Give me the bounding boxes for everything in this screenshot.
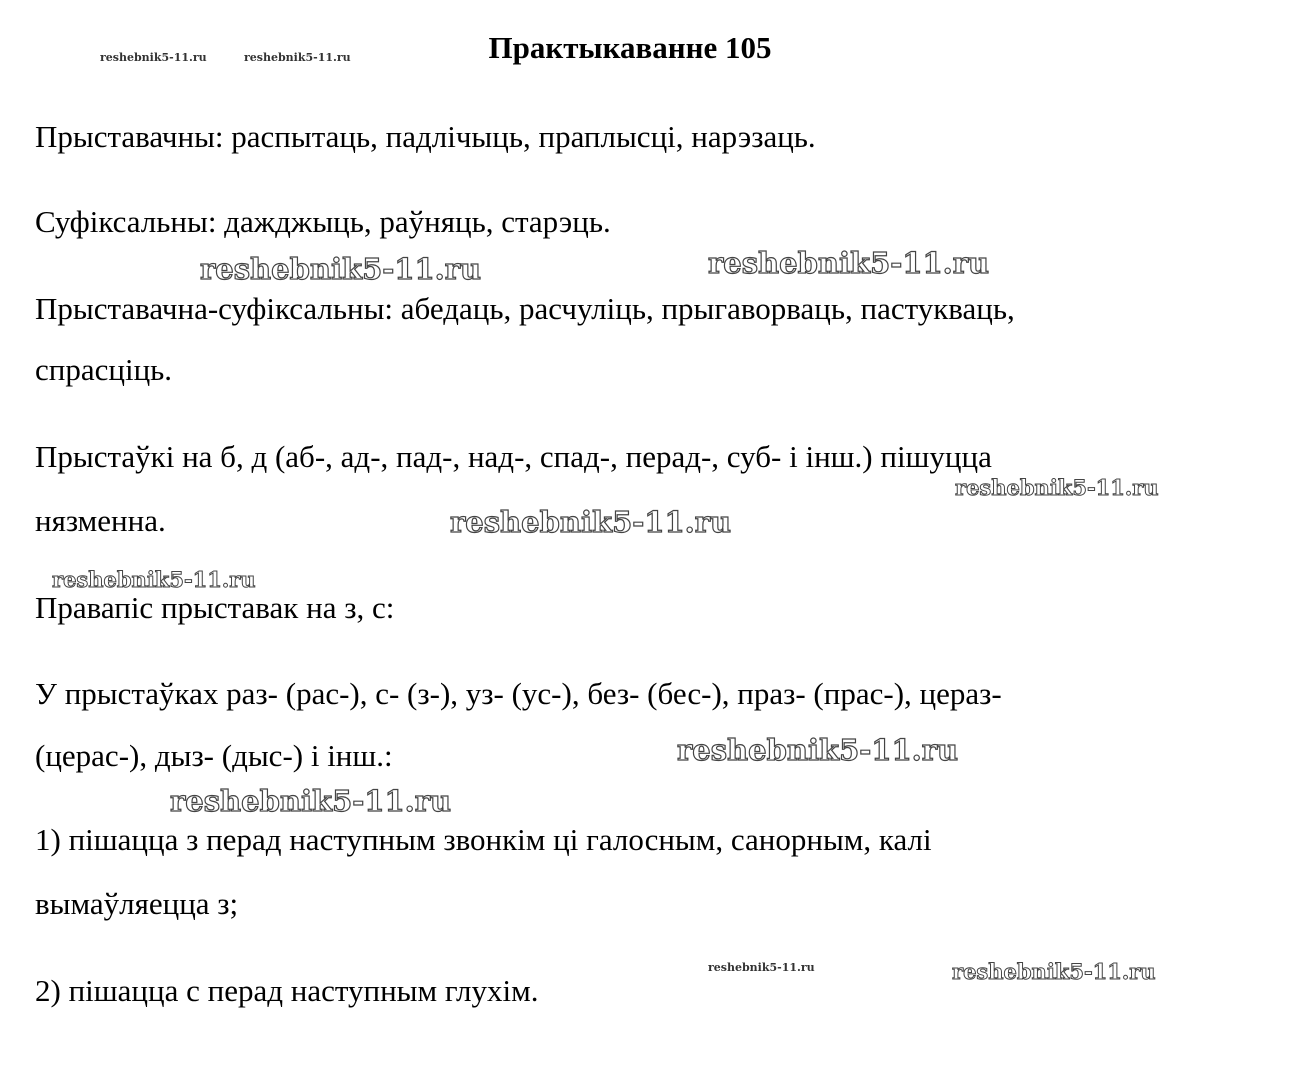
heading-prefix-spelling: Правапіс прыставак на з, с:	[35, 590, 395, 625]
paragraph-prefixes-z-s-cont: (церас-), дыз- (дыс-) і інш.:	[35, 738, 393, 773]
rule-item-2: 2) пішацца с перад наступным глухім.	[35, 973, 539, 1008]
watermark: reshebnik5-11.ru	[952, 959, 1156, 984]
paragraph-prefixes-b-d-cont: нязменна.	[35, 503, 166, 538]
paragraph-prefix-suffix-verbs: Прыставачна-суфіксальны: абедаць, расчуліць, прыгаворваць, пастукваць,	[35, 291, 1015, 326]
paragraph-prefixes-z-s: У прыстаўках раз- (рас-), с- (з-), уз- (ус-), без- (бес-), праз- (прас-), цераз-	[35, 676, 1002, 711]
watermark: reshebnik5-11.ru	[170, 784, 452, 818]
rule-item-1: 1) пішацца з перад наступным звонкім ці галосным, санорным, калі	[35, 822, 932, 857]
paragraph-suffix-verbs: Суфіксальны: дажджыць, раўняць, старэць.	[35, 204, 611, 239]
page-title: Практыкаванне 105	[488, 30, 772, 65]
watermark: reshebnik5-11.ru	[955, 475, 1159, 500]
watermark: reshebnik5-11.ru	[200, 252, 482, 286]
watermark: reshebnik5-11.ru	[450, 505, 732, 539]
paragraph-prefixes-b-d: Прыстаўкі на б, д (аб-, ад-, пад-, над-, спад-, перад-, суб- і інш.) пішуцца	[35, 439, 992, 474]
watermark: reshebnik5-11.ru	[244, 51, 351, 64]
watermark: reshebnik5-11.ru	[100, 51, 207, 64]
paragraph-prefix-verbs: Прыставачны: распытаць, падлічыць, праплысці, нарэзаць.	[35, 119, 816, 154]
watermark: reshebnik5-11.ru	[708, 961, 815, 974]
watermark: reshebnik5-11.ru	[677, 733, 959, 767]
watermark: reshebnik5-11.ru	[52, 567, 256, 592]
rule-item-1-cont: вымаўляецца з;	[35, 886, 239, 921]
watermark: reshebnik5-11.ru	[708, 246, 990, 280]
paragraph-prefix-suffix-verbs-cont: спрасціць.	[35, 352, 173, 387]
